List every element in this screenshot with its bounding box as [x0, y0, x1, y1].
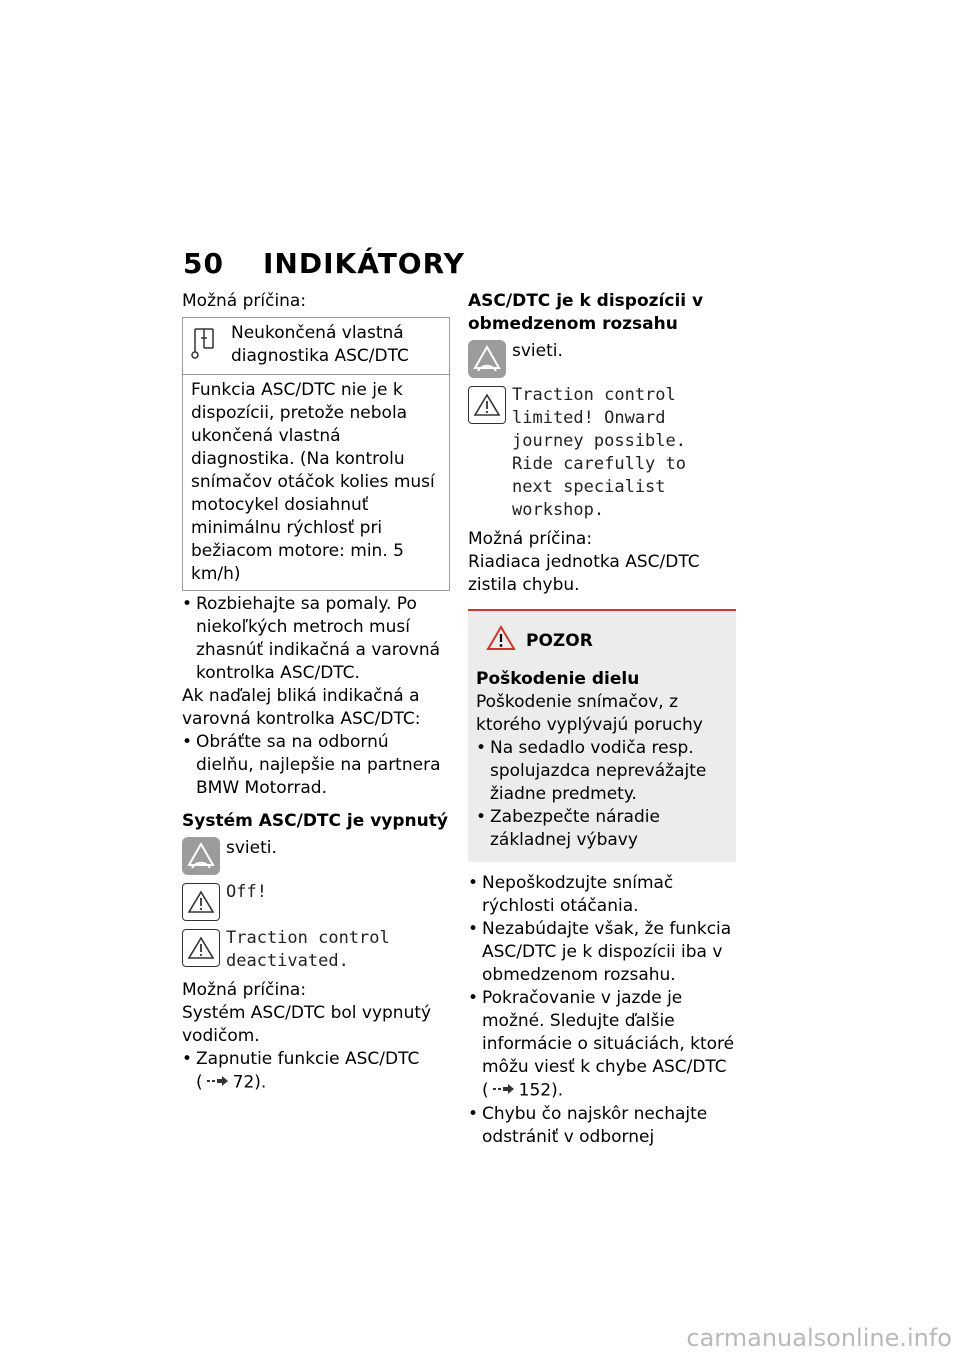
- warning-label: POZOR: [526, 631, 593, 651]
- warning-triangle-icon: [182, 881, 226, 921]
- lights-text: svieti.: [512, 341, 563, 361]
- chapter-title: INDIKÁTORY: [263, 246, 465, 280]
- display-message: Traction control deactivated.: [226, 928, 390, 971]
- display-message: Off!: [226, 882, 267, 902]
- warning-text: Poškodenie snímačov, z ktorého vyplývajú poruchy: [476, 692, 703, 735]
- box-title: Neukončená vlastná diagnostika ASC/DTC: [231, 323, 409, 366]
- watermark: carmanualsonline.info: [686, 1324, 952, 1352]
- paragraph: Ak naďalej bliká indikačná a varovná kontrolka ASC/DTC:: [182, 686, 421, 729]
- box-body: Funkcia ASC/DTC nie je k dispozícii, pretože nebola ukončená vlastná diagnostika. (Na kontrolu snímačov otáčok kolies musí motocykel dosiahnuť minimálnu rýchlosť pri bežiacom motore: min. 5 km/h): [183, 374, 449, 590]
- left-column: [182, 290, 450, 1095]
- cause-text: Riadiaca jednotka ASC/DTC zistila chybu.: [468, 552, 700, 595]
- lights-text: svieti.: [226, 838, 277, 858]
- page-header: [183, 243, 465, 283]
- list-item: • Rozbiehajte sa pomaly. Po niekoľkých metroch musí zhasnúť indikačná a varovná kontrolka ASC/DTC.: [182, 593, 450, 685]
- display-message: Traction control limited! Onward journey possible. Ride carefully to next specialist workshop.: [512, 385, 686, 520]
- page-number: 50: [183, 246, 224, 280]
- cause-label: Možná príčina:: [182, 291, 307, 311]
- list-item: • Obráťte sa na odbornú dielňu, najlepšie na partnera BMW Motorrad.: [182, 731, 450, 800]
- indicator-row: [468, 340, 736, 378]
- cause-label: Možná príčina:: [182, 980, 307, 1000]
- list-item: • Nezabúdajte však, že funkcia ASC/DTC je k dispozícii iba v obmedzenom rozsahu.: [468, 918, 736, 987]
- warning-box: [468, 609, 736, 862]
- cause-text: Systém ASC/DTC bol vypnutý vodičom.: [182, 1003, 432, 1046]
- list-item: • Zapnutie funkcie ASC/DTC ( 72).: [182, 1048, 450, 1095]
- section-title: ASC/DTC je k dispozícii v obmedzenom rozsahu: [468, 291, 704, 334]
- list-item: • Chybu čo najskôr nechajte odstrániť v odbornej: [468, 1103, 736, 1149]
- warning-item: • Zabezpečte náradie základnej výbavy: [476, 806, 726, 852]
- list-item: • Nepoškodzujte snímač rýchlosti otáčania.: [468, 872, 736, 918]
- caution-icon: [486, 625, 516, 658]
- message-row: [468, 384, 736, 522]
- message-row: [182, 881, 450, 921]
- warning-title: Poškodenie dielu: [476, 669, 640, 689]
- page-ref[interactable]: 72: [232, 1072, 255, 1093]
- cause-label: Možná príčina:: [468, 529, 593, 549]
- asc-dtc-icon: [468, 340, 512, 378]
- indicator-row: [182, 837, 450, 875]
- message-row: [182, 927, 450, 973]
- self-diagnosis-icon: [191, 326, 231, 368]
- page-ref-arrow-icon: [207, 1071, 229, 1094]
- list-item: • Pokračovanie v jazde je možné. Sledujte ďalšie informácie o situáciách, ktoré môžu viesť k chybe ASC/DTC ( 152).: [468, 987, 736, 1103]
- right-column: [468, 290, 736, 1149]
- warning-item: • Na sedadlo vodiča resp. spolujazdca neprevážajte žiadne predmety.: [476, 737, 726, 806]
- warning-triangle-icon: [468, 384, 512, 424]
- page-ref[interactable]: 152: [518, 1080, 552, 1101]
- diagnosis-box: [182, 317, 450, 591]
- asc-dtc-icon: [182, 837, 226, 875]
- page-ref-arrow-icon: [493, 1079, 515, 1102]
- warning-triangle-icon: [182, 927, 226, 967]
- section-title: Systém ASC/DTC je vypnutý: [182, 811, 448, 831]
